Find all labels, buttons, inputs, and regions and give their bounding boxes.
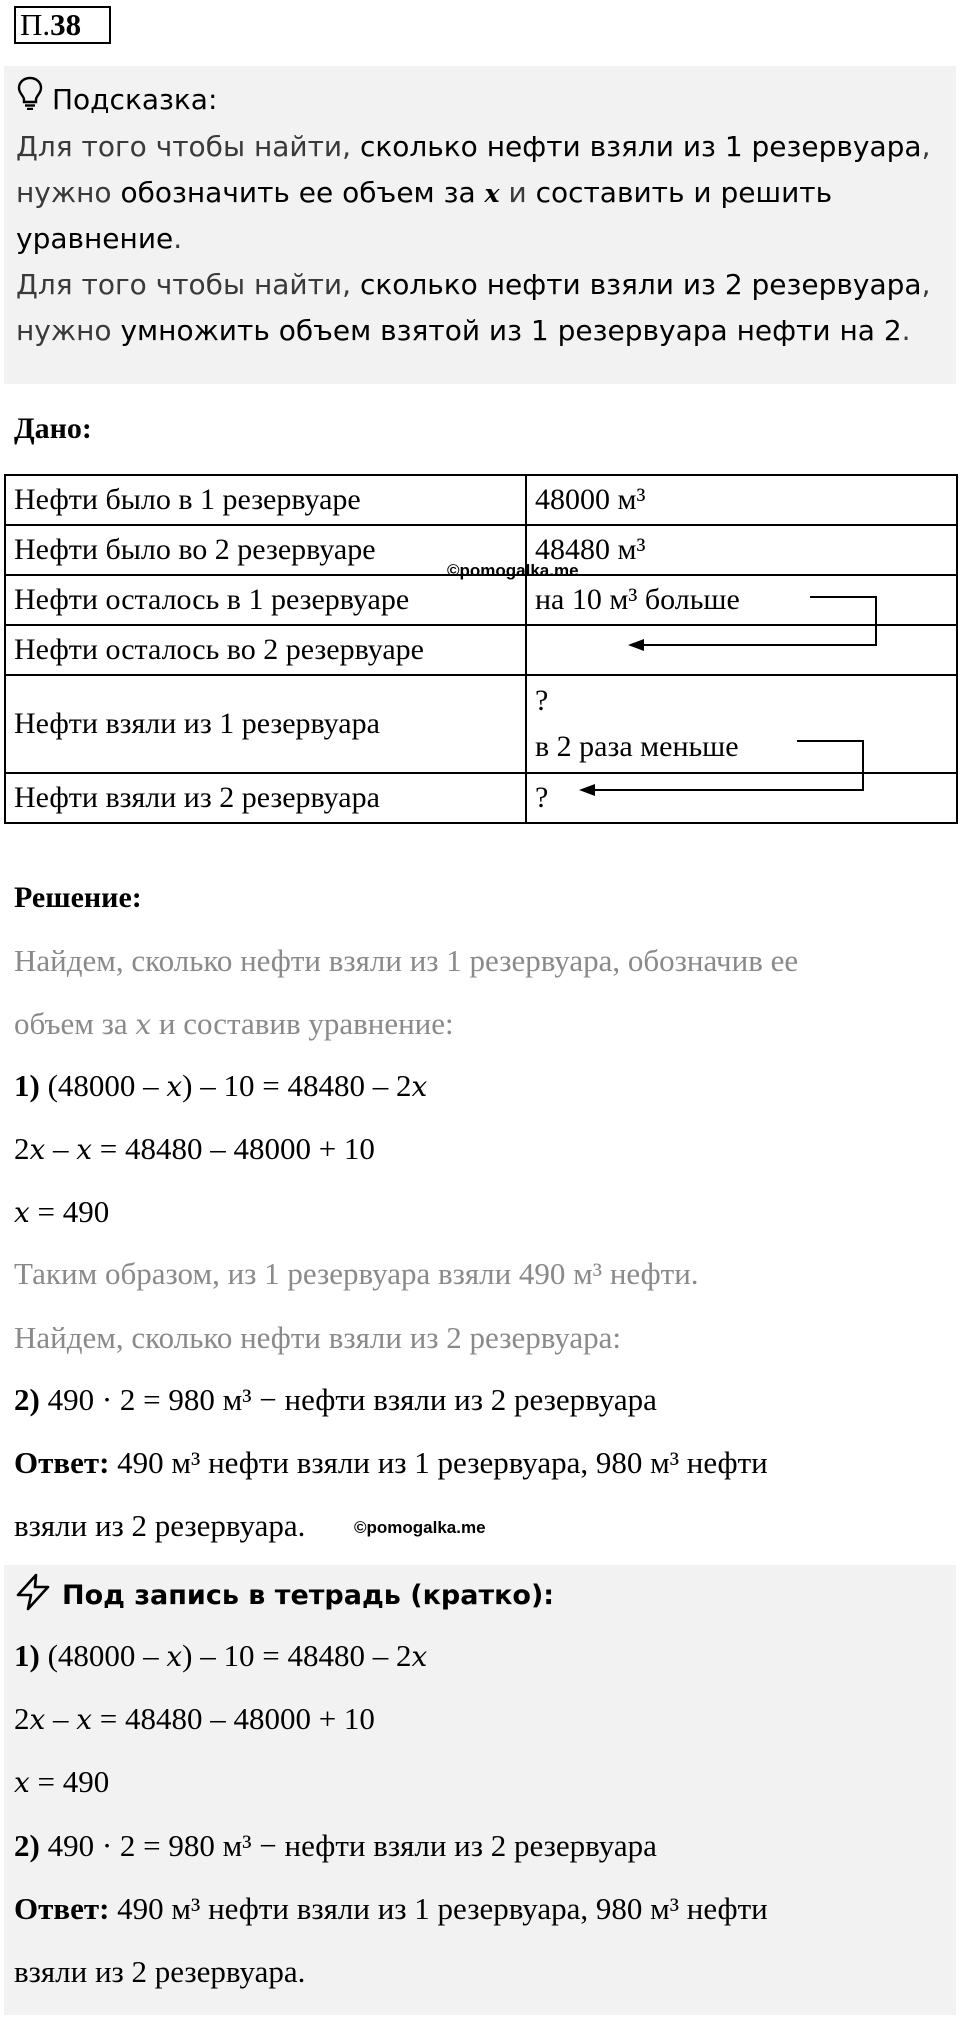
badge-prefix: П. [20,7,51,42]
notes-title-row [14,1573,554,1618]
notes-answer-line-1: Ответ: 490 м³ нефти взяли из 1 резервуара, 980 м³ нефти [14,1891,768,1926]
table-row [5,675,957,773]
given-label: Дано: [14,412,92,445]
notes-title: Под запись в тетрадь (кратко): [62,1580,555,1611]
hint-line-5: нужно умножить объем взятой из 1 резервуара нефти на 2. [16,314,911,347]
badge-number: 38 [50,7,82,42]
given-row-label: Нефти взяли из 1 резервуара [5,675,526,773]
given-row-value: 48000 м³ [526,475,957,525]
solution-intro-3: Найдем, сколько нефти взяли из 2 резервуара: [14,1320,621,1355]
hint-line-1: Для того чтобы найти, сколько нефти взяли из 1 резервуара, [16,130,931,163]
answer-line-1: Ответ: 490 м³ нефти взяли из 1 резервуара, 980 м³ нефти [14,1445,768,1480]
given-row-value: на 10 м³ больше [526,575,957,625]
hint-line-2: нужно обозначить ее объем за x и составить и решить [16,176,833,209]
solution-intro-1: Найдем, сколько нефти взяли из 1 резервуара, обозначив ее [14,943,799,978]
lightbulb-icon [16,76,44,124]
equation-step-1: 1) (48000 – x) – 10 = 48480 – 2x [14,1068,428,1103]
hint-line-3: уравнение. [16,222,183,255]
equation-line-3: x = 490 [14,1194,110,1229]
given-table [4,474,958,824]
given-row-label: Нефти было в 1 резервуаре [5,475,526,525]
given-row-value: 48480 м³ [526,525,957,575]
notes-equation-step-2: 2) 490 · 2 = 980 м³ − нефти взяли из 2 резервуара [14,1828,657,1863]
solution-conclusion: Таким образом, из 1 резервуара взяли 490 м³ нефти. [14,1256,699,1291]
given-row-label: Нефти осталось в 1 резервуаре [5,575,526,625]
table-row [5,475,957,525]
notes-equation-step-1: 1) (48000 – x) – 10 = 48480 – 2x [14,1638,428,1673]
notes-box [4,1565,956,2015]
notes-equation-line-2: 2x – x = 48480 – 48000 + 10 [14,1701,375,1736]
given-row-label: Нефти осталось во 2 резервуаре [5,625,526,675]
watermark: ©pomogalka.me [354,1518,486,1537]
notes-equation-line-3: x = 490 [14,1764,110,1799]
hint-title: Подсказка: [52,83,218,116]
solution-label: Решение: [14,881,142,914]
given-row-value [526,625,957,675]
given-row-label: Нефти было во 2 резервуаре [5,525,526,575]
given-row-value: ? в 2 раза меньше [526,675,957,773]
problem-number-badge [14,6,111,44]
answer-line-2: взяли из 2 резервуара. [14,1508,306,1543]
table-row [5,575,957,625]
given-row-label: Нефти взяли из 2 резервуара [5,773,526,823]
watermark: ©pomogalka.me [447,561,579,580]
hint-box [4,66,956,384]
table-row [5,625,957,675]
notes-answer-line-2: взяли из 2 резервуара. [14,1954,306,1989]
equation-step-2: 2) 490 · 2 = 980 м³ − нефти взяли из 2 резервуара [14,1382,657,1417]
lightning-icon [14,1573,52,1618]
solution-intro-2: объем за x и составив уравнение: [14,1006,454,1041]
hint-title-row [16,76,944,124]
hint-line-4: Для того чтобы найти, сколько нефти взяли из 2 резервуара, [16,268,931,301]
equation-line-2: 2x – x = 48480 – 48000 + 10 [14,1131,375,1166]
given-row-value: ? [526,773,957,823]
table-row [5,773,957,823]
